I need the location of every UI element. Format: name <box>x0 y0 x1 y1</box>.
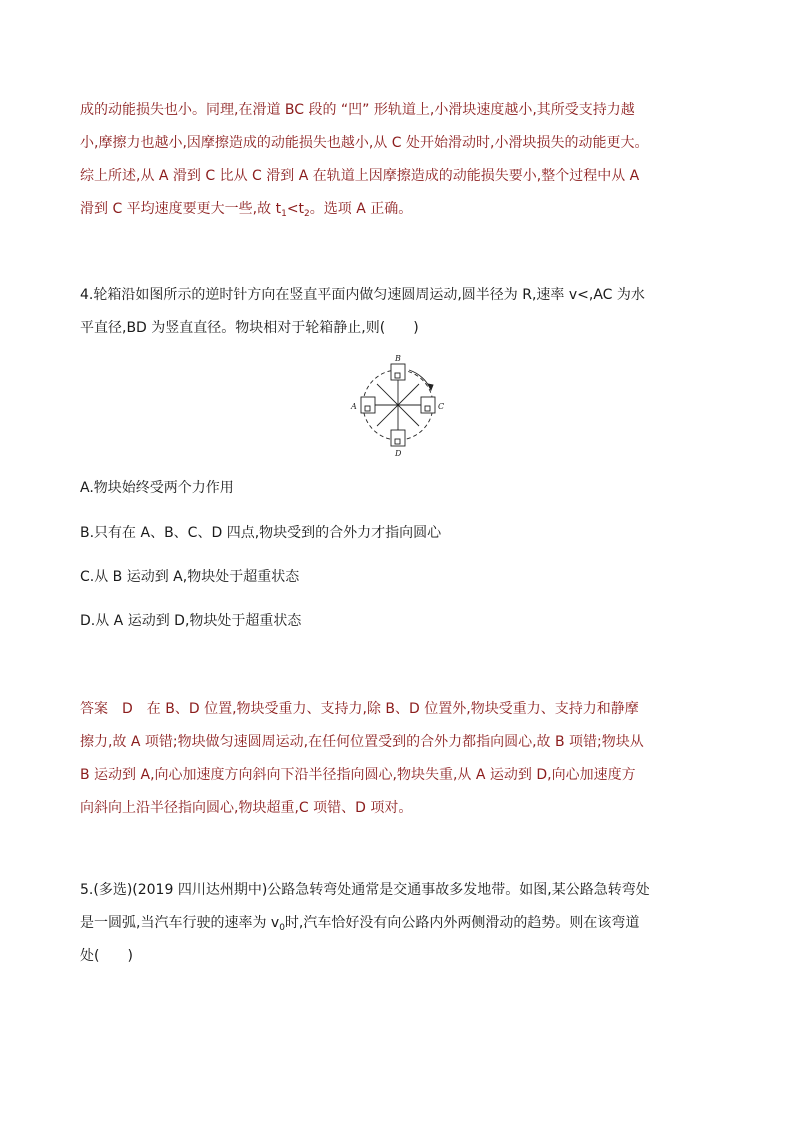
question-4-stem <box>80 279 720 345</box>
label-b: B <box>395 354 401 363</box>
option-c[interactable]: C.从 B 运动到 A,物块处于超重状态 <box>80 569 300 585</box>
wheel-box-figure <box>345 350 445 460</box>
answer-tag: 答案 <box>80 701 108 717</box>
option-b[interactable]: B.只有在 A、B、C、D 四点,物块受到的合外力才指向圆心 <box>80 525 442 541</box>
rotation-arrow <box>409 370 431 390</box>
answer-4 <box>80 693 720 825</box>
prev-explanation-line-3: 综上所述,从 A 滑到 C 比从 C 滑到 A 在轨道上因摩擦造成的动能损失要小,整个过程中从 A <box>80 168 640 184</box>
rotation-arrowhead <box>428 384 433 390</box>
answer-4-line-2: 擦力,故 A 项错;物块做匀速圆周运动,在任何位置受到的合外力都指向圆心,故 B 项错;物块从 <box>80 734 644 750</box>
answer-4-line-4: 向斜向上沿半径指向圆心,物块超重,C 项错、D 项对。 <box>80 800 413 816</box>
prev-explanation <box>80 94 720 226</box>
question-5-line-3: 处( ) <box>80 948 133 964</box>
question-5-line-1: 5.(多选)(2019 四川达州期中)公路急转弯处通常是交通事故多发地带。如图,某公路急转弯处 <box>80 882 650 898</box>
answer-4-line-3: B 运动到 A,向心加速度方向斜向下沿半径指向圆心,物块失重,从 A 运动到 D,向心加速度方 <box>80 767 636 783</box>
answer-4-line-1: 答案 D 在 B、D 位置,物块受重力、支持力,除 B、D 位置外,物块受重力、支持力和静摩 <box>80 701 639 717</box>
option-a[interactable]: A.物块始终受两个力作用 <box>80 480 234 496</box>
option-d[interactable]: D.从 A 运动到 D,物块处于超重状态 <box>80 613 302 629</box>
prev-explanation-line-2: 小,摩擦力也越小,因摩擦造成的动能损失也越小,从 C 处开始滑动时,小滑块损失的动能更大。 <box>80 135 649 151</box>
question-4-line-1: 4.轮箱沿如图所示的逆时针方向在竖直平面内做匀速圆周运动,圆半径为 R,速率 v<,AC 为水 <box>80 287 645 303</box>
question-5-stem <box>80 874 720 973</box>
question-4-line-2: 平直径,BD 为竖直直径。物块相对于轮箱静止,则( ) <box>80 320 419 336</box>
answer-key: D <box>122 701 133 717</box>
prev-explanation-line-1: 成的动能损失也小。同理,在滑道 BC 段的 “凹” 形轨道上,小滑块速度越小,其所受支持力越 <box>80 102 635 118</box>
label-c: C <box>438 402 445 411</box>
question-5-line-2: 是一圆弧,当汽车行驶的速率为 $v_0$时,汽车恰好没有向公路内外两侧滑动的趋势。则在该弯道 <box>80 915 640 933</box>
label-a: A <box>351 402 357 411</box>
label-d: D <box>395 449 402 458</box>
prev-explanation-line-4: 滑到 C 平均速度要更大一些,故 $t_1<t_2$。选项 A 正确。 <box>80 201 413 219</box>
